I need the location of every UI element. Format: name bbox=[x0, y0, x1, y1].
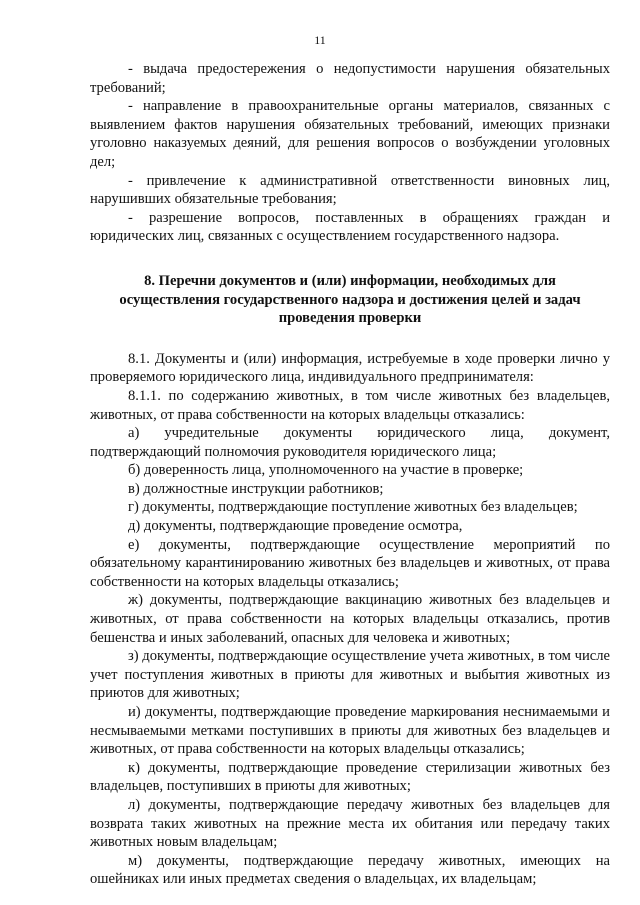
list-item-g: г) документы, подтверждающие поступление животных без владельцев; bbox=[128, 499, 578, 516]
page-number: 11 bbox=[314, 33, 326, 47]
section-heading-line: 8. Перечни документов и (или) информации, необходимых для bbox=[144, 272, 556, 289]
paragraph-8-1: 8.1. Документы и (или) информация, истребуемые в ходе проверки лично у проверяемого юридического лица, индивидуального предпринимателя: bbox=[90, 350, 610, 386]
section-heading-line: осуществления государственного надзора и достижения целей и задач bbox=[119, 291, 581, 308]
list-item-i: и) документы, подтверждающие проведение маркирования неснимаемыми и несмываемыми метками поступивших в приюты для животных без владельцев и животных, от права собственности на которых владельцы отказались; bbox=[90, 704, 610, 758]
list-item-d: д) документы, подтверждающие проведение осмотра, bbox=[128, 518, 463, 535]
list-item-e: е) документы, подтверждающие осуществление мероприятий по обязательному карантинированию животных без владельцев и животных, от права собственности на которых владельцы отказались; bbox=[90, 536, 610, 590]
paragraph-8-1-1: 8.1.1. по содержанию животных, в том числе животных без владельцев, животных, от права собственности на которых владельцы отказались: bbox=[90, 387, 610, 423]
list-item-v: в) должностные инструкции работников; bbox=[128, 480, 384, 497]
list-item-l: л) документы, подтверждающие передачу животных без владельцев для возврата таких животных на прежние места их обитания или передачу таких животных новым владельцам; bbox=[90, 796, 610, 851]
section-heading-line: проведения проверки bbox=[278, 310, 422, 327]
document-body bbox=[90, 60, 610, 889]
paragraph-law-enforcement: - направление в правоохранительные органы материалов, связанных с выявлением фактов нарушения обязательных требований, имеющих признаки уголовно наказуемых деяний, для решения вопросов о возбуждении уголовных дел; bbox=[90, 98, 610, 170]
list-item-m: м) документы, подтверждающие передачу животных, имеющих на ошейниках или иных предметах сведения о владельцах, их владельцам; bbox=[90, 852, 610, 888]
paragraph-administrative-liability: - привлечение к административной ответственности виновных лиц, нарушивших обязательные требования; bbox=[90, 172, 610, 208]
paragraph-warning: - выдача предостережения о недопустимости нарушения обязательных требований; bbox=[90, 61, 610, 96]
list-item-z: з) документы, подтверждающие осуществление учета животных, в том числе учет поступления животных в приюты для животных и выбытия животных из приютов для животных; bbox=[90, 648, 610, 702]
list-item-k: к) документы, подтверждающие проведение стерилизации животных без владельцев, поступивших в приюты для животных; bbox=[90, 759, 610, 795]
list-item-zh: ж) документы, подтверждающие вакцинацию животных без владельцев и животных, от права собственности на которых владельцы отказались, против бешенства и иных заболеваний, опасных для человека и животных; bbox=[90, 592, 610, 646]
section-heading bbox=[90, 272, 610, 328]
list-item-b: б) доверенность лица, уполномоченного на участие в проверке; bbox=[128, 462, 524, 479]
paragraph-appeals: - разрешение вопросов, поставленных в обращениях граждан и юридических лиц, связанных с осуществлением государственного надзора. bbox=[90, 209, 610, 245]
list-item-a: а) учредительные документы юридического лица, документ, подтверждающий полномочия руководителя юридического лица; bbox=[90, 425, 610, 460]
